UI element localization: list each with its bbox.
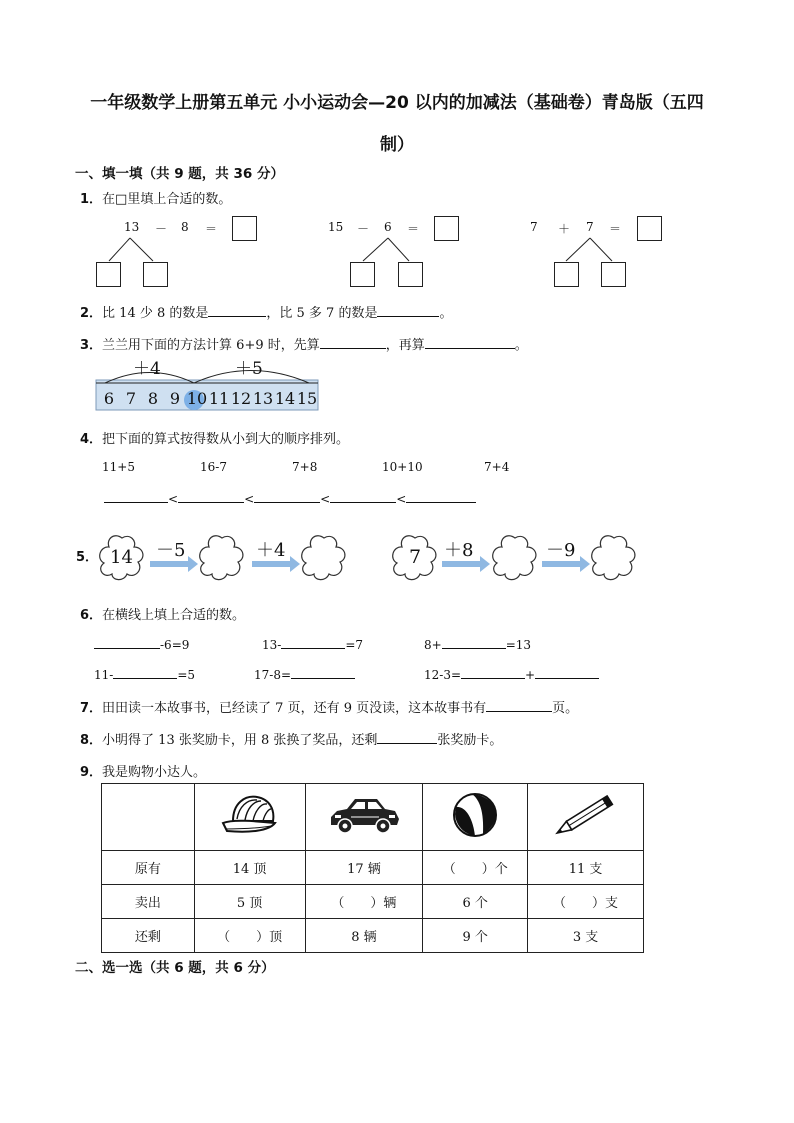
number-line-tick: 7	[125, 389, 137, 408]
answer-box[interactable]	[232, 216, 257, 241]
answer-blank[interactable]	[486, 699, 552, 712]
question-4: 4．把下面的算式按得数从小到大的顺序排列。	[80, 432, 350, 447]
table-cell[interactable]: （ ）个	[423, 851, 528, 885]
number-line-numbers	[98, 389, 318, 408]
flower-start-value: 7	[409, 546, 422, 568]
eq2-b: 6	[384, 220, 392, 234]
answer-blank[interactable]	[330, 490, 396, 503]
pencil-icon	[548, 790, 624, 840]
fill-item: 8+ =13	[424, 638, 532, 652]
table-header-row	[102, 784, 644, 851]
answer-blank[interactable]	[281, 636, 345, 649]
flower-answer[interactable]	[493, 536, 536, 580]
fill-item: 17-8=	[254, 666, 355, 682]
question-number: 9．	[80, 765, 103, 780]
table-header-cell	[423, 784, 528, 851]
question-6: 6．在横线上填上合适的数。	[80, 608, 246, 623]
section-heading-2: 二、选一选（共 6 题，共 6 分）	[75, 960, 275, 976]
section-heading-1: 一、填一填（共 9 题，共 36 分）	[75, 166, 284, 182]
fill-item: 11- =5	[94, 668, 196, 682]
table-cell[interactable]: （ ）顶	[194, 919, 305, 953]
question-3: 3．兰兰用下面的方法计算 6+9 时，先算 ，再算 。	[80, 338, 528, 353]
question-number: 8．	[80, 733, 103, 748]
question-text: 在□里填上合适的数。	[102, 192, 232, 207]
answer-box[interactable]	[434, 216, 459, 241]
answer-blank[interactable]	[377, 731, 437, 744]
number-line-tick: 14	[274, 389, 296, 408]
answer-blank[interactable]	[254, 490, 320, 503]
row-label: 原有	[102, 851, 195, 885]
answer-blank[interactable]	[461, 666, 525, 679]
answer-blank[interactable]	[94, 636, 160, 649]
fill-item: 13- =7	[262, 638, 364, 652]
question-number: 7．	[80, 701, 103, 716]
jump-label-1: ＋4	[133, 359, 161, 379]
table-cell[interactable]: （ ）辆	[305, 885, 423, 919]
number-line-tick: 13	[252, 389, 274, 408]
question-5-number: 5．	[76, 550, 99, 565]
table-row	[102, 885, 644, 919]
eq1-op: －	[155, 222, 168, 236]
answer-box[interactable]	[96, 262, 121, 287]
number-line-tick: 15	[296, 389, 318, 408]
answer-blank[interactable]	[425, 336, 515, 349]
expression: 10+10	[382, 460, 423, 474]
shopping-table	[101, 783, 644, 953]
question-8: 8．小明得了 13 张奖励卡，用 8 张换了奖品，还剩 张奖励卡。	[80, 733, 503, 748]
table-cell: 8 辆	[305, 919, 423, 953]
table-corner-cell	[102, 784, 195, 851]
flower-start-value: 14	[110, 547, 133, 568]
number-line-tick: 10	[186, 389, 208, 408]
answer-blank[interactable]	[208, 304, 266, 317]
question-2: 2．比 14 少 8 的数是 ，比 5 多 7 的数是 。	[80, 306, 453, 321]
page-title: 一年级数学上册第五单元 小小运动会—20 以内的加减法（基础卷）青岛版（五四	[90, 93, 704, 113]
expression: 7+4	[484, 460, 510, 474]
answer-blank[interactable]	[406, 490, 476, 503]
expression: 11+5	[102, 460, 135, 474]
operation-label: －5	[156, 540, 186, 561]
cap-icon	[219, 791, 281, 839]
table-cell[interactable]: （ ）支	[528, 885, 644, 919]
car-icon	[327, 793, 401, 837]
answer-box[interactable]	[601, 262, 626, 287]
table-cell: 9 个	[423, 919, 528, 953]
flower-answer[interactable]	[302, 536, 345, 580]
table-header-cell	[528, 784, 644, 851]
table-cell: 14 顶	[194, 851, 305, 885]
table-cell: 17 辆	[305, 851, 423, 885]
number-line-tick: 12	[230, 389, 252, 408]
expression: 16-7	[200, 460, 227, 474]
table-row	[102, 851, 644, 885]
number-line-tick: 9	[169, 389, 181, 408]
table-cell: 6 个	[423, 885, 528, 919]
table-header-cell	[305, 784, 423, 851]
eq1-b: 8	[181, 220, 189, 234]
eq1-eq: ＝	[205, 222, 218, 236]
eq3-a: 7	[530, 220, 538, 234]
eq2-a: 15	[328, 220, 344, 234]
number-line-tick: 8	[147, 389, 159, 408]
ordering-row: < < < <	[104, 490, 476, 506]
question-number: 4．	[80, 432, 103, 447]
eq3-eq: ＝	[609, 222, 622, 236]
answer-blank[interactable]	[320, 336, 386, 349]
answer-box[interactable]	[554, 262, 579, 287]
row-label: 还剩	[102, 919, 195, 953]
answer-box[interactable]	[350, 262, 375, 287]
table-cell: 3 支	[528, 919, 644, 953]
operation-label: ＋8	[444, 540, 474, 561]
answer-blank[interactable]	[104, 490, 168, 503]
operation-label: －9	[546, 540, 576, 561]
flower-answer[interactable]	[592, 536, 635, 580]
table-header-cell	[194, 784, 305, 851]
fill-item: -6=9	[94, 636, 189, 652]
eq1-a: 13	[124, 220, 140, 234]
question-number: 3．	[80, 338, 103, 353]
answer-blank[interactable]	[291, 666, 355, 679]
question-number: 6．	[80, 608, 103, 623]
answer-box[interactable]	[637, 216, 662, 241]
answer-blank[interactable]	[377, 304, 439, 317]
table-cell: 11 支	[528, 851, 644, 885]
table-cell: 5 顶	[194, 885, 305, 919]
eq3-b: 7	[586, 220, 594, 234]
eq3-op: ＋	[558, 222, 571, 236]
eq2-op: －	[357, 222, 370, 236]
page-title-continued: 制）	[380, 135, 414, 155]
row-label: 卖出	[102, 885, 195, 919]
answer-blank[interactable]	[178, 490, 244, 503]
question-7: 7．田田读一本故事书，已经读了 7 页，还有 9 页没读，这本故事书有 页。	[80, 701, 579, 716]
answer-blank[interactable]	[535, 666, 599, 679]
expression: 7+8	[292, 460, 318, 474]
number-line-tick: 11	[208, 389, 230, 408]
operation-label: ＋4	[256, 540, 286, 561]
fill-item: 12-3= +	[424, 666, 599, 682]
flower-answer[interactable]	[200, 536, 243, 580]
answer-blank[interactable]	[113, 666, 177, 679]
question-9: 9．我是购物小达人。	[80, 765, 207, 780]
number-line-tick: 6	[103, 389, 115, 408]
question-number: 2．	[80, 306, 103, 321]
jump-label-2: ＋5	[235, 359, 263, 379]
eq2-eq: ＝	[407, 222, 420, 236]
ball-icon	[450, 790, 500, 840]
answer-box[interactable]	[398, 262, 423, 287]
table-row	[102, 919, 644, 953]
number-line	[95, 354, 321, 414]
answer-box[interactable]	[143, 262, 168, 287]
question-number: 1．	[80, 192, 103, 207]
answer-blank[interactable]	[442, 636, 506, 649]
